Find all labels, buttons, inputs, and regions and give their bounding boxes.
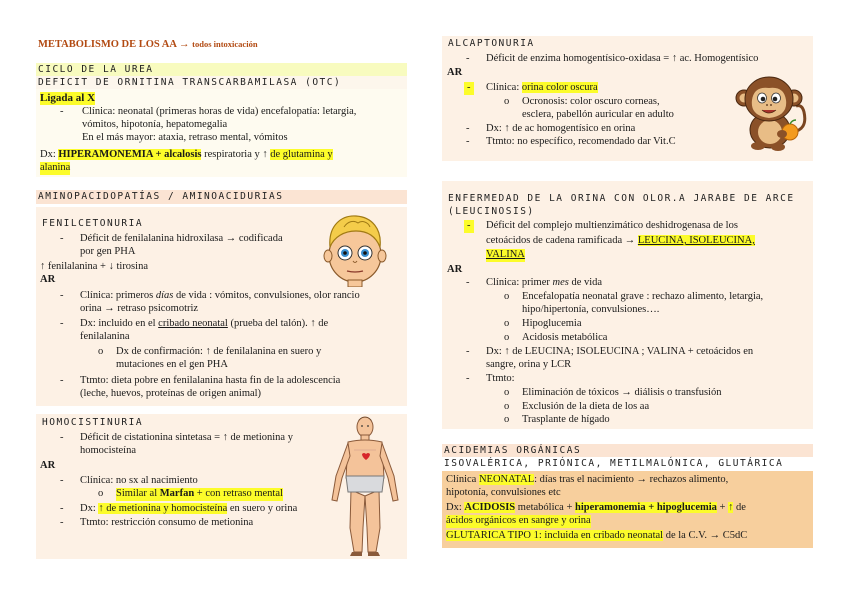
homo-deficit: Déficit de cistationina sintetasa = ↑ de metionina y [80, 432, 293, 443]
fenil-dx-2: fenilalanina [80, 331, 130, 342]
homo-tto: Ttmto: restricción consumo de metionina [80, 517, 254, 528]
human-body-illustration [324, 416, 406, 559]
acid-line-3: Dx: ACIDOSIS metabólica + hiperamonemia + hipoglucemia + ↑ de [446, 502, 746, 513]
acid-line-1: Clínica NEONATAL: días tras el nacimiento → rechazos alimento, [446, 474, 729, 485]
ciclo-urea-section [36, 63, 407, 177]
arce-trasplante: Trasplante de hígado [522, 414, 610, 425]
arce-title: ENFERMEDAD DE LA ORINA CON OLOR.A JARABE DE ARCE [448, 193, 795, 204]
fenil-confirm: Dx de confirmación: ↑ de fenilalanina en suero y [116, 346, 322, 357]
arce-ar: AR [447, 264, 463, 275]
arce-clinica: Clínica: primer mes de vida [486, 277, 603, 288]
fenil-clinica: Clínica: primeros días de vida : vómitos, convulsiones, olor rancio [80, 290, 360, 301]
homo-clinica: Clínica: no sx al nacimiento [80, 475, 198, 486]
bullet-dash: - [466, 346, 470, 357]
monkey-illustration [732, 72, 810, 152]
bullet-dash: - [60, 318, 64, 329]
bullet-dash: - [60, 106, 64, 117]
homo-title: HOMOCISTINURIA [42, 417, 144, 428]
alcap-ocronosis: Ocronosis: color oscuro corneas, [522, 96, 660, 107]
bullet-o: o [504, 318, 510, 329]
bullet-dash: - [60, 290, 64, 301]
arce-eliminacion: Eliminación de tóxicos → diálisis o transfusión [522, 387, 722, 398]
bullet-dash: - [466, 373, 470, 384]
fenil-clinica-2: orina → retraso psicomotriz [80, 303, 199, 314]
alcap-deficit: Déficit de enzima homogentísico-oxidasa = ↑ ac. Homogentísico [486, 53, 759, 64]
homo-dx: Dx: ↑ de metionina y homocisteína en suero y orina [80, 503, 298, 514]
fenil-title: FENILCETONURIA [42, 218, 144, 229]
arce-deficit-2: cetoácidos de cadena ramificada → LEUCINA, ISOLEUCINA, [486, 235, 755, 246]
arce-exclusion: Exclusión de la dieta de los aa [522, 401, 650, 412]
bullet-dash-highlighted: - [464, 82, 474, 95]
bullet-dash-highlighted: - [464, 220, 474, 233]
bullet-dash: - [60, 517, 64, 528]
otc-subheader: DEFICIT DE ORNITINA TRANSCARBAMILASA (OTC) [38, 77, 342, 88]
aminoacidopatias-header: AMINOPACIDOPATÍAS / AMINOACIDURIAS [38, 191, 284, 202]
acid-line-5: GLUTARICA TIPO 1: incluida en cribado neonatal de la C.V. → C5dC [446, 530, 748, 541]
ciclo-header: CICLO DE LA UREA [38, 64, 154, 75]
arce-tto: Ttmto: [486, 373, 515, 384]
bullet-dash: - [60, 233, 64, 244]
fenil-ar: AR [40, 274, 56, 285]
bullet-dash: - [466, 53, 470, 64]
bullet-dash: - [60, 375, 64, 386]
fenil-tto: (leche, huevos, proteínas de origen animal) [80, 388, 262, 399]
fenil-deficit: Déficit de fenilalanina hidroxilasa → codificada [80, 233, 283, 244]
fenilcetonuria-section [36, 207, 407, 406]
fenil-tto: Ttmto: dieta pobre en fenilalanina hasta fin de la adolescencia [80, 375, 341, 386]
acidemias-section [442, 444, 813, 548]
arce-dx: sangre, orina y LCR [486, 359, 572, 370]
arce-dx: Dx: ↑ de LEUCINA; ISOLEUCINA ; VALINA + cetoácidos en [486, 346, 754, 357]
arce-encefalopatia: hipo/hipertonía, convulsiones…. [522, 304, 660, 315]
jarabe-arce-section [442, 181, 813, 429]
bullet-o: o [504, 332, 510, 343]
fenil-levels: ↑ fenilalanina + ↓ tirosina [40, 261, 148, 272]
fenil-deficit: por gen PHA [80, 246, 136, 257]
acidemias-subheader: ISOVALÉRICA, PRIÓNICA, METILMALÓNICA, GLUTÁRICA [444, 458, 784, 469]
fenil-dx: Dx: incluido en el cribado neonatal (prueba del talón). ↑ de [80, 318, 329, 329]
homocistinuria-section [36, 414, 407, 559]
arce-hipoglucemia: Hipoglucemia [522, 318, 582, 329]
clinica-line: vómitos, hipotonía, hepatomegalia [82, 119, 228, 130]
alcap-dx: Dx: ↑ de ac homogentísico en orina [486, 123, 636, 134]
acid-line-2: hipotonía, convulsiones etc [446, 487, 561, 498]
bullet-dash: - [466, 136, 470, 147]
homo-ar: AR [40, 460, 56, 471]
acidemias-header: ACIDEMIAS ORGÁNICAS [444, 445, 582, 456]
bullet-o: o [504, 401, 510, 412]
alcaptonuria-section [442, 36, 813, 161]
inheritance-label: Ligada al X [40, 92, 96, 104]
alcap-title: ALCAPTONURIA [448, 38, 535, 49]
bullet-o: o [504, 96, 510, 107]
dx-line: Dx: HIPERAMONEMIA + alcalosis respiratoria y ↑ de glutamina y [40, 149, 333, 160]
bullet-o: o [504, 414, 510, 425]
bullet-o: o [504, 291, 510, 302]
bullet-dash: - [60, 503, 64, 514]
child-face-illustration [320, 211, 390, 287]
dx-line-2: alanina [40, 162, 71, 173]
bullet-dash: - [60, 432, 64, 443]
alcap-tto: Ttmto: no específico, recomendado dar Vit.C [486, 136, 676, 147]
alcap-ocronosis: esclera, pabellón auricular en adulto [522, 109, 674, 120]
arce-acidosis: Acidosis metabólica [522, 332, 608, 343]
bullet-o: o [504, 387, 510, 398]
clinica-line: Clínica: neonatal (primeras horas de vida) encefalopatía: letargia, [82, 106, 357, 117]
bullet-o: o [98, 488, 104, 499]
page-title: METABOLISMO DE LOS AA → todos intoxicación [38, 39, 258, 50]
arce-deficit: Déficit del complejo multienzimático deshidrogenasa de los [486, 220, 738, 231]
bullet-o: o [98, 346, 104, 357]
fenil-confirm: mutaciones en el gen PHA [116, 359, 228, 370]
acid-line-4: ácidos orgánicos en sangre y orina [446, 515, 591, 526]
alcap-ar: AR [447, 67, 463, 78]
bullet-dash: - [466, 123, 470, 134]
arce-deficit-3: VALINA [486, 249, 525, 260]
marfan-highlight: Similar al Marfan + con retraso mental [116, 488, 283, 499]
bullet-dash: - [60, 475, 64, 486]
alcap-clinica: Clínica: orina color oscura [486, 82, 598, 93]
clinica-line: En el más mayor: ataxia, retraso mental, vómitos [82, 132, 288, 143]
bullet-dash: - [466, 277, 470, 288]
arce-encefalopatia: Encefalopatía neonatal grave : rechazo alimento, letargia, [522, 291, 764, 302]
hiperamonemia-highlight: HIPERAMONEMIA + alcalosis [58, 149, 202, 160]
homo-deficit: homocisteína [80, 445, 136, 456]
arce-title-2: (LEUCINOSIS) [448, 206, 535, 217]
